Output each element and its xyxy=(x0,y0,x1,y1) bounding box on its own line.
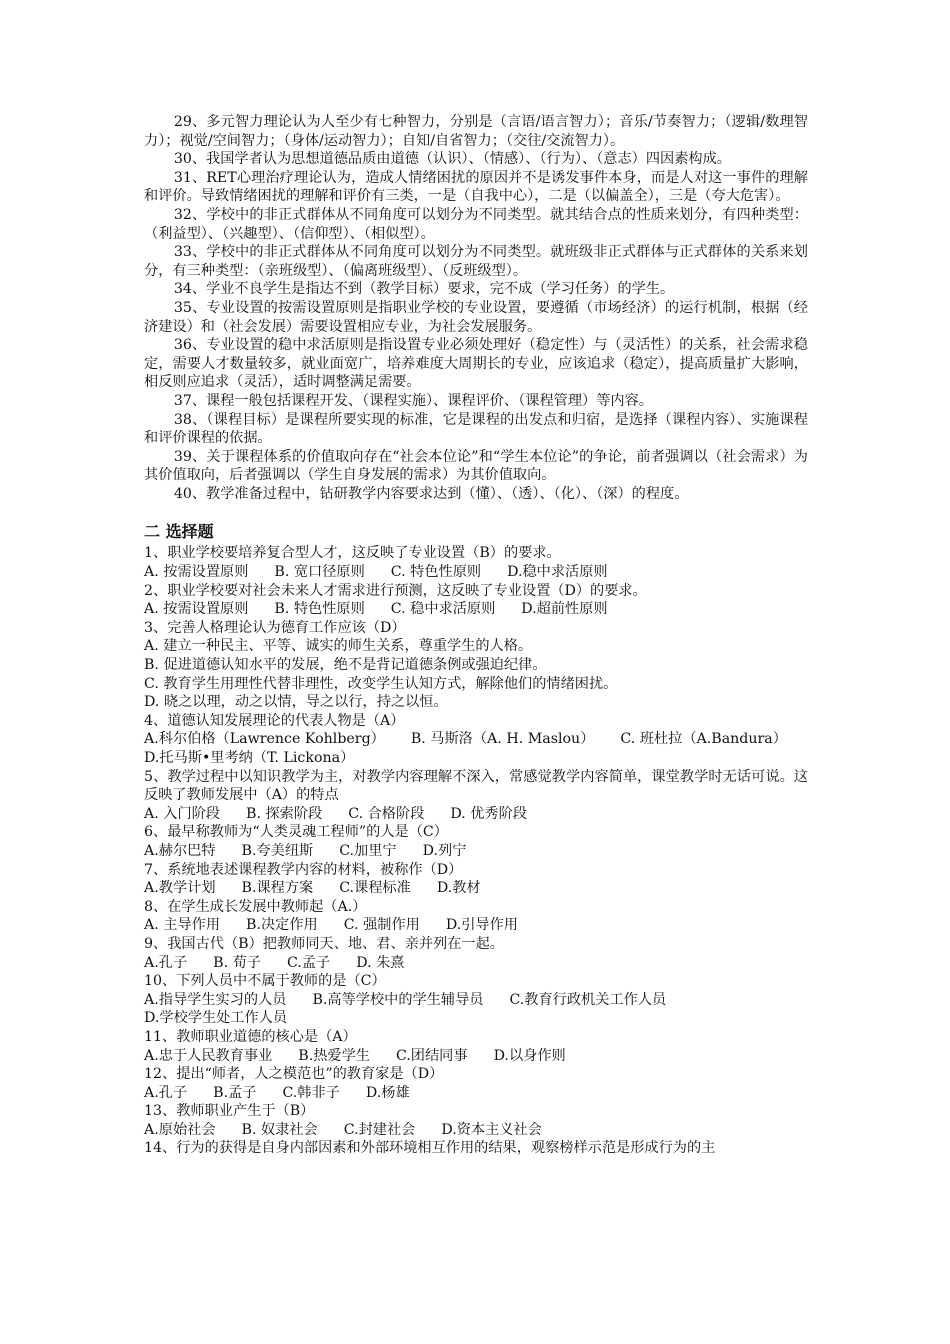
question-text: 14、行为的获得是自身内部因素和外部环境相互作用的结果，观察榜样示范是形成行为的主 xyxy=(144,1140,716,1157)
option: B.决定作用 xyxy=(246,917,318,934)
option: A. 按需设置原则 xyxy=(144,601,249,618)
option: C.孟子 xyxy=(286,954,331,971)
fill-item: 38、（课程目标）是课程所要实现的标准，它是课程的出发点和归宿，是选择（课程内容）、实施课程和评价课程的依据。 xyxy=(144,411,808,447)
option: A. 按需设置原则 xyxy=(144,564,249,581)
fill-item: 30、我国学者认为思想道德品质由道德（认识）、（情感）、（行为）、（意志）四因素构成。 xyxy=(173,151,731,168)
option-row xyxy=(144,730,808,767)
fill-item: 32、学校中的非正式群体从不同角度可以划分为不同类型。就其结合点的性质来划分，有四种类型：（利益型）、（兴趣型）、（信仰型）、（相似型）。 xyxy=(144,206,808,242)
question-text: 1、职业学校要培养复合型人才，这反映了专业设置（B）的要求。 xyxy=(144,545,561,562)
fill-item: 31、RET心理治疗理论认为，造成人情绪困扰的原因并不是诱发事件本身，而是人对这一事件的理解和评价。导致情绪困扰的理解和评价有三类，一是（自我中心），二是（以偏盖全），三是（夸大危害）。 xyxy=(144,169,808,205)
option: D.托马斯•里考纳（T. Lickona） xyxy=(144,750,355,766)
question-text: 3、完善人格理论认为德育工作应该（D） xyxy=(144,619,406,636)
option: D.超前性原则 xyxy=(521,601,608,618)
option: A.孔子 xyxy=(144,954,188,971)
option: D.稳中求活原则 xyxy=(507,564,608,581)
question-text: 11、教师职业道德的核心是（A） xyxy=(144,1028,357,1045)
option-line: A. 建立一种民主、平等、诚实的师生关系，尊重学生的人格。 xyxy=(144,638,533,655)
option: A.忠于人民教育事业 xyxy=(144,1047,273,1064)
question-text: 2、职业学校要对社会未来人才需求进行预测，这反映了专业设置（D）的要求。 xyxy=(144,582,647,599)
fill-item: 33、学校中的非正式群体从不同角度可以划分为不同类型。就班级非正式群体与正式群体的关系来划分，有三种类型：（亲班级型）、（偏离班级型）、（反班级型）。 xyxy=(144,244,808,279)
question-text: 13、教师职业产生于（B） xyxy=(144,1103,315,1120)
option-row xyxy=(144,1084,808,1103)
option: D.学校学生处工作人员 xyxy=(144,1010,288,1027)
option: D.杨雄 xyxy=(365,1084,410,1101)
question-text: 8、在学生成长发展中教师起（A.） xyxy=(144,898,367,915)
option: B.夸美纽斯 xyxy=(241,842,314,859)
option-line: D. 晓之以理，动之以情，导之以行，持之以恒。 xyxy=(144,694,448,711)
option: C.课程标准 xyxy=(339,880,411,897)
fill-item: 37、课程一般包括课程开发、（课程实施）、课程评价、（课程管理）等内容。 xyxy=(173,392,653,409)
option: C. 合格阶段 xyxy=(348,805,425,822)
option: B. 奴隶社会 xyxy=(241,1121,318,1138)
question-text: 6、最早称教师为“人类灵魂工程师”的人是（C） xyxy=(144,824,448,841)
option: D.引导作用 xyxy=(445,917,518,934)
fill-item: 36、专业设置的稳中求活原则是指设置专业必须处理好（稳定性）与（灵活性）的关系，社会需求稳定，需要人才数量较多，就业面宽广，培养难度大周期长的专业，应该追求（稳定），提高质量扩大影响，相反则应追求（灵活），适时调整满足需要。 xyxy=(144,337,808,391)
option: A.原始社会 xyxy=(144,1121,216,1138)
option: C.韩非子 xyxy=(282,1084,340,1101)
document-page xyxy=(144,113,808,1158)
option: A.孔子 xyxy=(144,1084,188,1101)
option: A.科尔伯格（Lawrence Kohlberg） xyxy=(144,731,385,748)
question-text: 7、系统地表述课程教学内容的材料，被称作（D） xyxy=(144,861,463,878)
option: A.教学计划 xyxy=(144,880,216,897)
option: B. 探索阶段 xyxy=(246,805,323,822)
option-row xyxy=(144,879,808,898)
fill-item: 40、教学准备过程中，钻研教学内容要求达到（懂）、（透）、（化）、（深）的程度。 xyxy=(173,485,689,502)
option: C. 稳中求活原则 xyxy=(390,601,496,618)
option: C.教育行政机关工作人员 xyxy=(509,991,667,1008)
fill-item: 34、学业不良学生是指达不到（教学目标）要求，完不成（学习任务）的学生。 xyxy=(173,281,675,298)
option: A. 主导作用 xyxy=(144,917,221,934)
option: C.团结同事 xyxy=(395,1047,468,1064)
option: B. 荀子 xyxy=(213,954,261,971)
option-row xyxy=(144,842,808,861)
fill-item: 29、多元智力理论认为人至少有七种智力，分别是（言语/语言智力）；音乐/节奏智力；（逻辑/数理智力）；视觉/空间智力；（身体/运动智力）；自知/自省智力；（交往/交流智力）。 xyxy=(144,114,808,149)
option: D.以身作则 xyxy=(493,1047,566,1064)
option: A.赫尔巴特 xyxy=(144,842,216,859)
option: B. 马斯洛（A. H. Maslou） xyxy=(410,731,595,748)
option: A.指导学生实习的人员 xyxy=(144,991,287,1008)
fill-item: 35、专业设置的按需设置原则是指职业学校的专业设置，要遵循（市场经济）的运行机制，根据（经济建设）和（社会发展）需要设置相应专业，为社会发展服务。 xyxy=(144,299,808,335)
choice-section xyxy=(144,544,808,1158)
option-row xyxy=(144,563,808,582)
option: B. 宽口径原则 xyxy=(274,564,365,581)
option: B.课程方案 xyxy=(241,880,314,897)
question-text: 12、提出“师者，人之模范也”的教育家是（D） xyxy=(144,1066,444,1083)
option: C.加里宁 xyxy=(339,842,397,859)
fill-in-section xyxy=(144,113,808,503)
question-text: 10、下列人员中不属于教师的是（C） xyxy=(144,973,386,990)
option: B.高等学校中的学生辅导员 xyxy=(312,991,484,1008)
option-row xyxy=(144,991,808,1028)
option-row xyxy=(144,1121,808,1140)
option: C. 特色性原则 xyxy=(390,564,482,581)
option: D. 朱熹 xyxy=(356,954,405,971)
option: D.教材 xyxy=(436,880,481,897)
question-text: 4、道德认知发展理论的代表人物是（A） xyxy=(144,712,405,729)
fill-item: 39、关于课程体系的价值取向存在“社会本位论”和“学生本位论”的争论，前者强调以（社会需求）为其价值取向，后者强调以（学生自身发展的需求）为其价值取向。 xyxy=(144,448,808,484)
option-line: C. 教育学生用理性代替非理性，改变学生认知方式，解除他们的情绪困扰。 xyxy=(144,675,618,692)
option: C. 强制作用 xyxy=(343,917,420,934)
option-line: B. 促进道德认知水平的发展，绝不是背记道德条例或强迫纪律。 xyxy=(144,657,547,674)
option-row xyxy=(144,954,808,973)
option: C. 班杜拉（A.Bandura） xyxy=(620,731,787,748)
question-text: 5、教学过程中以知识教学为主，对教学内容理解不深入，常感觉教学内容简单，课堂教学时无话可说。这反映了教师发展中（A）的特点 xyxy=(144,768,808,804)
option: B.孟子 xyxy=(213,1084,257,1101)
option: D.资本主义社会 xyxy=(441,1121,542,1138)
option: D.列宁 xyxy=(422,842,467,859)
option: D. 优秀阶段 xyxy=(450,805,527,822)
option: C.封建社会 xyxy=(343,1121,416,1138)
option: B.热爱学生 xyxy=(298,1047,370,1064)
option-row xyxy=(144,805,808,824)
option-row xyxy=(144,1047,808,1066)
option: B. 特色性原则 xyxy=(274,601,365,618)
option-row xyxy=(144,916,808,935)
option-row xyxy=(144,600,808,619)
question-text: 9、我国古代（B）把教师同天、地、君、亲并列在一起。 xyxy=(144,935,504,952)
option: A. 入门阶段 xyxy=(144,805,221,822)
section-title: 二 选择题 xyxy=(144,522,214,542)
